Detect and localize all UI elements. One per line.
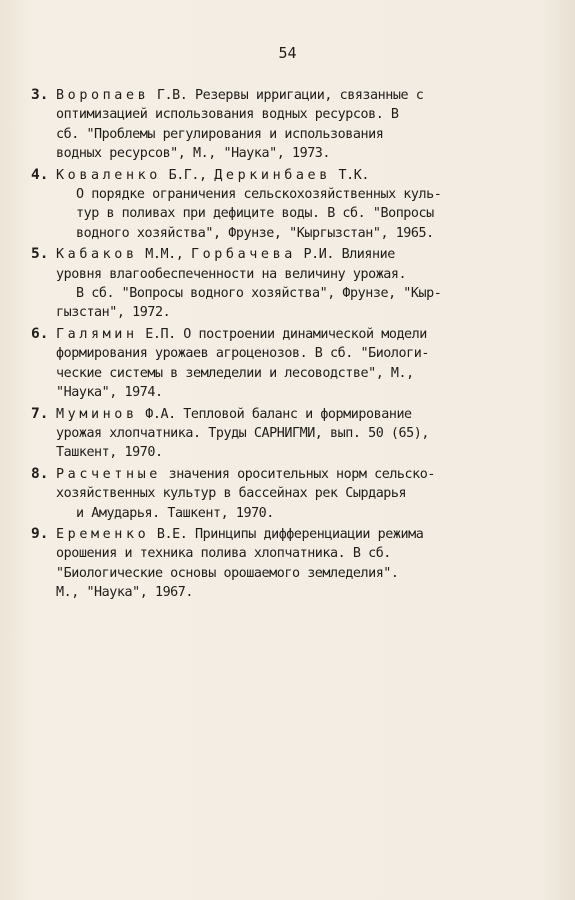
reference-item bbox=[31, 166, 571, 244]
reference-text: орошения и техника полива хлопчатника. В сб. bbox=[56, 546, 391, 562]
reference-text: водных ресурсов", М., "Наука", 1973. bbox=[56, 146, 331, 162]
reference-line bbox=[56, 303, 571, 322]
reference-item bbox=[31, 405, 571, 463]
reference-line bbox=[56, 564, 571, 583]
reference-text: М.М., bbox=[137, 247, 191, 263]
reference-text: значения оросительных норм сельско- bbox=[160, 466, 435, 482]
reference-line bbox=[56, 364, 571, 383]
author-name: Деркинбаев bbox=[214, 167, 331, 183]
reference-line bbox=[56, 383, 571, 402]
reference-line bbox=[56, 443, 571, 462]
reference-text: В.Е. Принципы дифференциации режима bbox=[149, 526, 424, 542]
reference-text: тур в поливах при дефиците воды. В сб. "Вопросы bbox=[76, 206, 434, 222]
reference-line bbox=[56, 484, 571, 503]
reference-text: Т.К. bbox=[330, 167, 369, 183]
reference-line bbox=[56, 245, 571, 264]
reference-line bbox=[56, 86, 571, 105]
reference-text: Е.П. О построении динамической модели bbox=[137, 326, 427, 342]
reference-text: Г.В. Резервы ирригации, связанные с bbox=[149, 88, 424, 103]
reference-text: формирования урожаев агроценозов. В сб. "Биологи- bbox=[56, 346, 429, 362]
reference-number: 9. bbox=[31, 525, 49, 542]
reference-number: 7. bbox=[31, 405, 49, 422]
author-name: Галямин bbox=[56, 326, 138, 342]
author-name: Расчетные bbox=[56, 466, 161, 482]
author-name: Воропаев bbox=[56, 88, 150, 103]
author-name: Муминов bbox=[56, 406, 138, 422]
reference-text: О порядке ограничения сельскохозяйственных куль- bbox=[76, 187, 442, 203]
reference-item bbox=[31, 525, 571, 603]
reference-item bbox=[31, 325, 571, 403]
reference-text: водного хозяйства", Фрунзе, "Кыргызстан", 1965. bbox=[76, 225, 434, 241]
reference-text: хозяйственных культур в бассейнах рек Сырдарья bbox=[56, 486, 407, 502]
reference-item bbox=[31, 86, 571, 164]
reference-number: 5. bbox=[31, 246, 49, 263]
reference-number: 3. bbox=[31, 87, 49, 103]
reference-line bbox=[56, 504, 571, 523]
reference-text: Р.И. Влияние bbox=[295, 247, 395, 263]
reference-item bbox=[31, 245, 571, 323]
author-name: Еременко bbox=[56, 526, 150, 542]
reference-text: урожая хлопчатника. Труды САРНИГМИ, вып. 50 (65), bbox=[56, 425, 429, 441]
reference-number: 4. bbox=[31, 166, 49, 183]
reference-text: "Наука", 1974. bbox=[56, 385, 163, 401]
reference-line bbox=[56, 583, 571, 602]
reference-text: М., "Наука", 1967. bbox=[56, 585, 194, 601]
reference-line bbox=[56, 525, 571, 544]
reference-text: В сб. "Вопросы водного хозяйства", Фрунзе, "Кыр- bbox=[76, 286, 442, 302]
reference-text: сб. "Проблемы регулирования и использования bbox=[56, 126, 384, 142]
reference-line bbox=[56, 405, 571, 424]
reference-line bbox=[56, 105, 571, 124]
reference-line bbox=[56, 125, 571, 144]
reference-text: Ф.А. Тепловой баланс и формирование bbox=[137, 406, 412, 422]
reference-line bbox=[56, 424, 571, 443]
reference-line bbox=[56, 265, 571, 284]
reference-text: уровня влагообеспеченности на величину урожая. bbox=[56, 266, 407, 282]
reference-line bbox=[56, 166, 571, 185]
page-number: 54 bbox=[278, 44, 297, 62]
reference-line bbox=[56, 144, 571, 163]
reference-text: Б.Г., bbox=[160, 167, 215, 183]
reference-line bbox=[56, 344, 571, 363]
reference-text: и Амударья. Ташкент, 1970. bbox=[76, 505, 274, 521]
author-name: Горбачева bbox=[190, 247, 296, 263]
reference-line bbox=[56, 224, 571, 243]
reference-line bbox=[56, 284, 571, 303]
reference-line bbox=[56, 185, 571, 204]
reference-text: гызстан", 1972. bbox=[56, 305, 171, 321]
reference-number: 8. bbox=[31, 465, 49, 482]
reference-line bbox=[56, 465, 571, 484]
author-name: Коваленко bbox=[56, 167, 161, 183]
reference-item bbox=[31, 465, 571, 523]
reference-line bbox=[56, 544, 571, 563]
reference-text: Ташкент, 1970. bbox=[56, 445, 163, 461]
reference-line bbox=[56, 325, 571, 344]
reference-number: 6. bbox=[31, 325, 49, 342]
reference-text: ческие системы в земледелии и лесоводстве", М., bbox=[56, 365, 414, 381]
reference-list bbox=[31, 86, 571, 605]
reference-text: оптимизацией использования водных ресурсов. В bbox=[56, 107, 399, 123]
reference-text: "Биологические основы орошаемого земледелия". bbox=[56, 565, 399, 581]
author-name: Кабаков bbox=[56, 247, 138, 263]
reference-line bbox=[56, 204, 571, 223]
